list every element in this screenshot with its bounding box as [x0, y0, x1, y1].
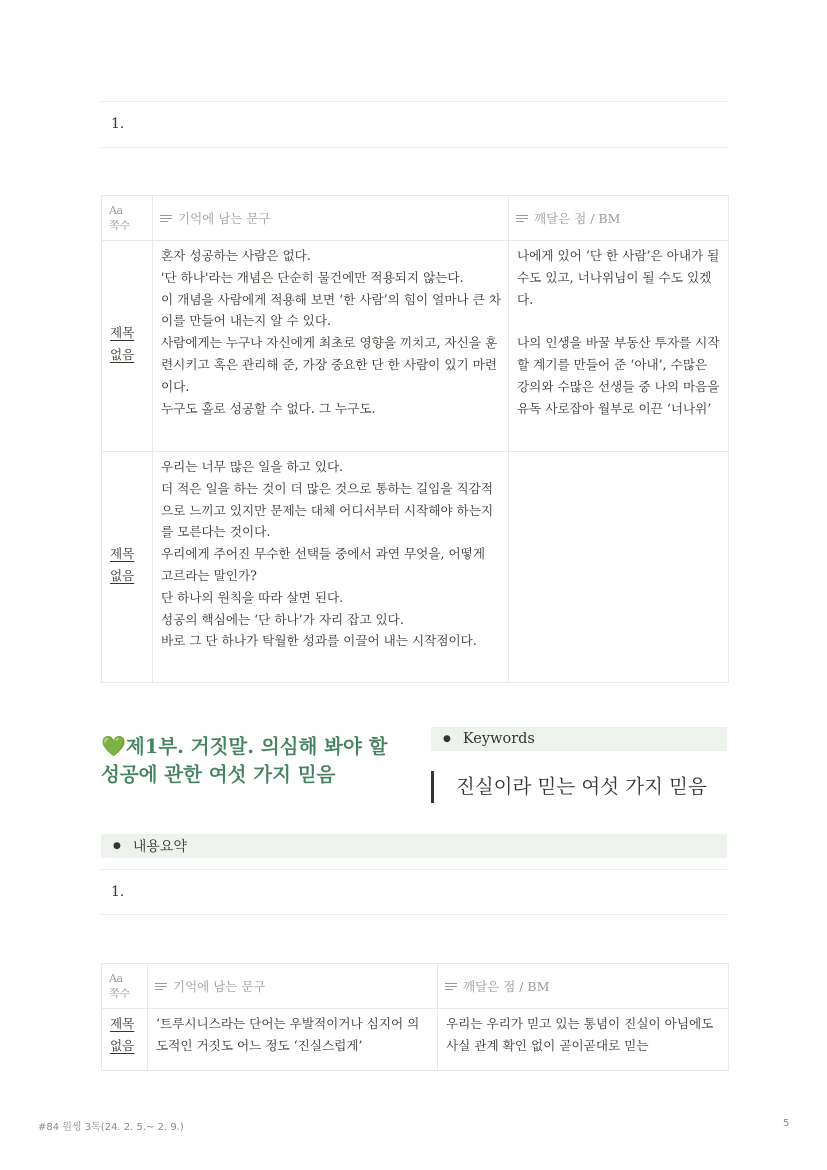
quote-cell[interactable] [153, 452, 509, 683]
quote-text: ‘트루시니스라는 단어는 우발적이거나 심지어 의도적인 거짓도 어느 정도 ‘진실스럽게’ [156, 1016, 420, 1053]
insight-cell[interactable] [509, 241, 729, 452]
page-link[interactable]: 제목 없음 [110, 325, 135, 362]
quote-text: 혼자 성공하는 사람은 없다. '단 하나'라는 개념은 단순히 물건에만 적용되지 않는다. 이 개념을 사람에게 적용해 보면 ‘한 사람’의 힘이 얼마나 큰 차이를 만들어 내는지 알 수 있다. 사람에게는 누구나 자신에게 최초로 영향을 끼치고, 자신을 훈련시키고 혹은 관리해 준, 가장 중요한 단 한 사람이 있기 마련이다. 누구도 홀로 성공할 수 없다. 그 누구도. [161, 248, 502, 416]
section-title: 제1부. 거짓말. 의심해 봐야 할 성공에 관한 여섯 가지 믿음 [101, 735, 388, 786]
divider [101, 147, 727, 148]
insight-text: 우리는 우리가 믿고 있는 통념이 진실이 아님에도 사실 관계 확인 없이 곧이곧대로 믿는 [446, 1016, 714, 1053]
divider [101, 914, 727, 915]
column-header-quote[interactable] [153, 196, 509, 241]
notes-table-1 [101, 195, 729, 683]
page-link[interactable]: 제목 없음 [110, 546, 135, 583]
numbered-item: 1. [111, 116, 125, 132]
page-link[interactable]: 제목 없음 [110, 1016, 135, 1053]
column-header-label: 기억에 남는 문구 [173, 979, 266, 994]
bullet-icon: ● [443, 734, 451, 744]
text-property-icon: Aa [109, 972, 123, 985]
text-lines-icon [155, 981, 167, 992]
column-header-page[interactable] [102, 196, 153, 241]
table-row [102, 452, 729, 683]
keywords-quote: 진실이라 믿는 여섯 가지 믿음 [431, 771, 707, 803]
column-header-insight[interactable] [438, 964, 729, 1009]
keywords-toggle[interactable] [431, 727, 727, 751]
column-header-label: 깨달은 점 / BM [463, 979, 550, 994]
insight-text: 나에게 있어 ‘단 한 사람’은 아내가 될 수도 있고, 너나위님이 될 수도 있겠다. 나의 인생을 바꿀 부동산 투자를 시작할 계기를 만들어 준 ‘아내’, 수많은 강의와 수많은 선생들 중 나의 마음을 유독 사로잡아 월부로 이끈 ‘너나위’ [517, 248, 720, 416]
column-header-label: 쪽수 [109, 987, 131, 1000]
divider [101, 101, 727, 102]
table-row [102, 241, 729, 452]
notes-table-2 [101, 963, 729, 1071]
text-property-icon: Aa [109, 204, 123, 217]
page-footer-title: #84 원씽 3독(24. 2. 5.~ 2. 9.) [38, 1122, 184, 1133]
numbered-item: 1. [111, 884, 125, 900]
summary-toggle[interactable] [101, 834, 727, 858]
section-heading [101, 732, 411, 789]
text-lines-icon [160, 213, 172, 224]
text-lines-icon [516, 213, 528, 224]
green-heart-icon: 💚 [101, 734, 126, 758]
insight-cell[interactable] [509, 452, 729, 683]
page-cell[interactable] [102, 1009, 148, 1071]
quote-cell[interactable] [153, 241, 509, 452]
insight-cell[interactable] [438, 1009, 729, 1071]
column-header-insight[interactable] [509, 196, 729, 241]
column-header-label: 깨달은 점 / BM [534, 211, 621, 226]
summary-label: 내용요약 [132, 839, 187, 855]
quote-text: 우리는 너무 많은 일을 하고 있다. 더 적은 일을 하는 것이 더 많은 것으로 통하는 길임을 직감적으로 느끼고 있지만 문제는 대체 어디서부터 시작해야 하는지를 모른다는 것이다. 우리에게 주어진 무수한 선택들 중에서 과연 무엇을, 어떻게 고르라는 말인가? 단 하나의 원칙을 따라 살면 된다. 성공의 핵심에는 ‘단 하나’가 자리 잡고 있다. 바로 그 단 하나가 탁월한 성과를 이끌어 내는 시작점이다. [161, 459, 494, 649]
bullet-icon: ● [113, 841, 121, 851]
divider [101, 869, 727, 870]
page-cell[interactable] [102, 241, 153, 452]
page-number: 5 [783, 1118, 790, 1129]
keywords-label: Keywords [462, 731, 535, 747]
table-row [102, 1009, 729, 1071]
column-header-quote[interactable] [148, 964, 438, 1009]
page-cell[interactable] [102, 452, 153, 683]
column-header-page[interactable] [102, 964, 148, 1009]
column-header-label: 기억에 남는 문구 [178, 211, 271, 226]
text-lines-icon [445, 981, 457, 992]
quote-cell[interactable] [148, 1009, 438, 1071]
column-header-label: 쪽수 [109, 219, 131, 232]
